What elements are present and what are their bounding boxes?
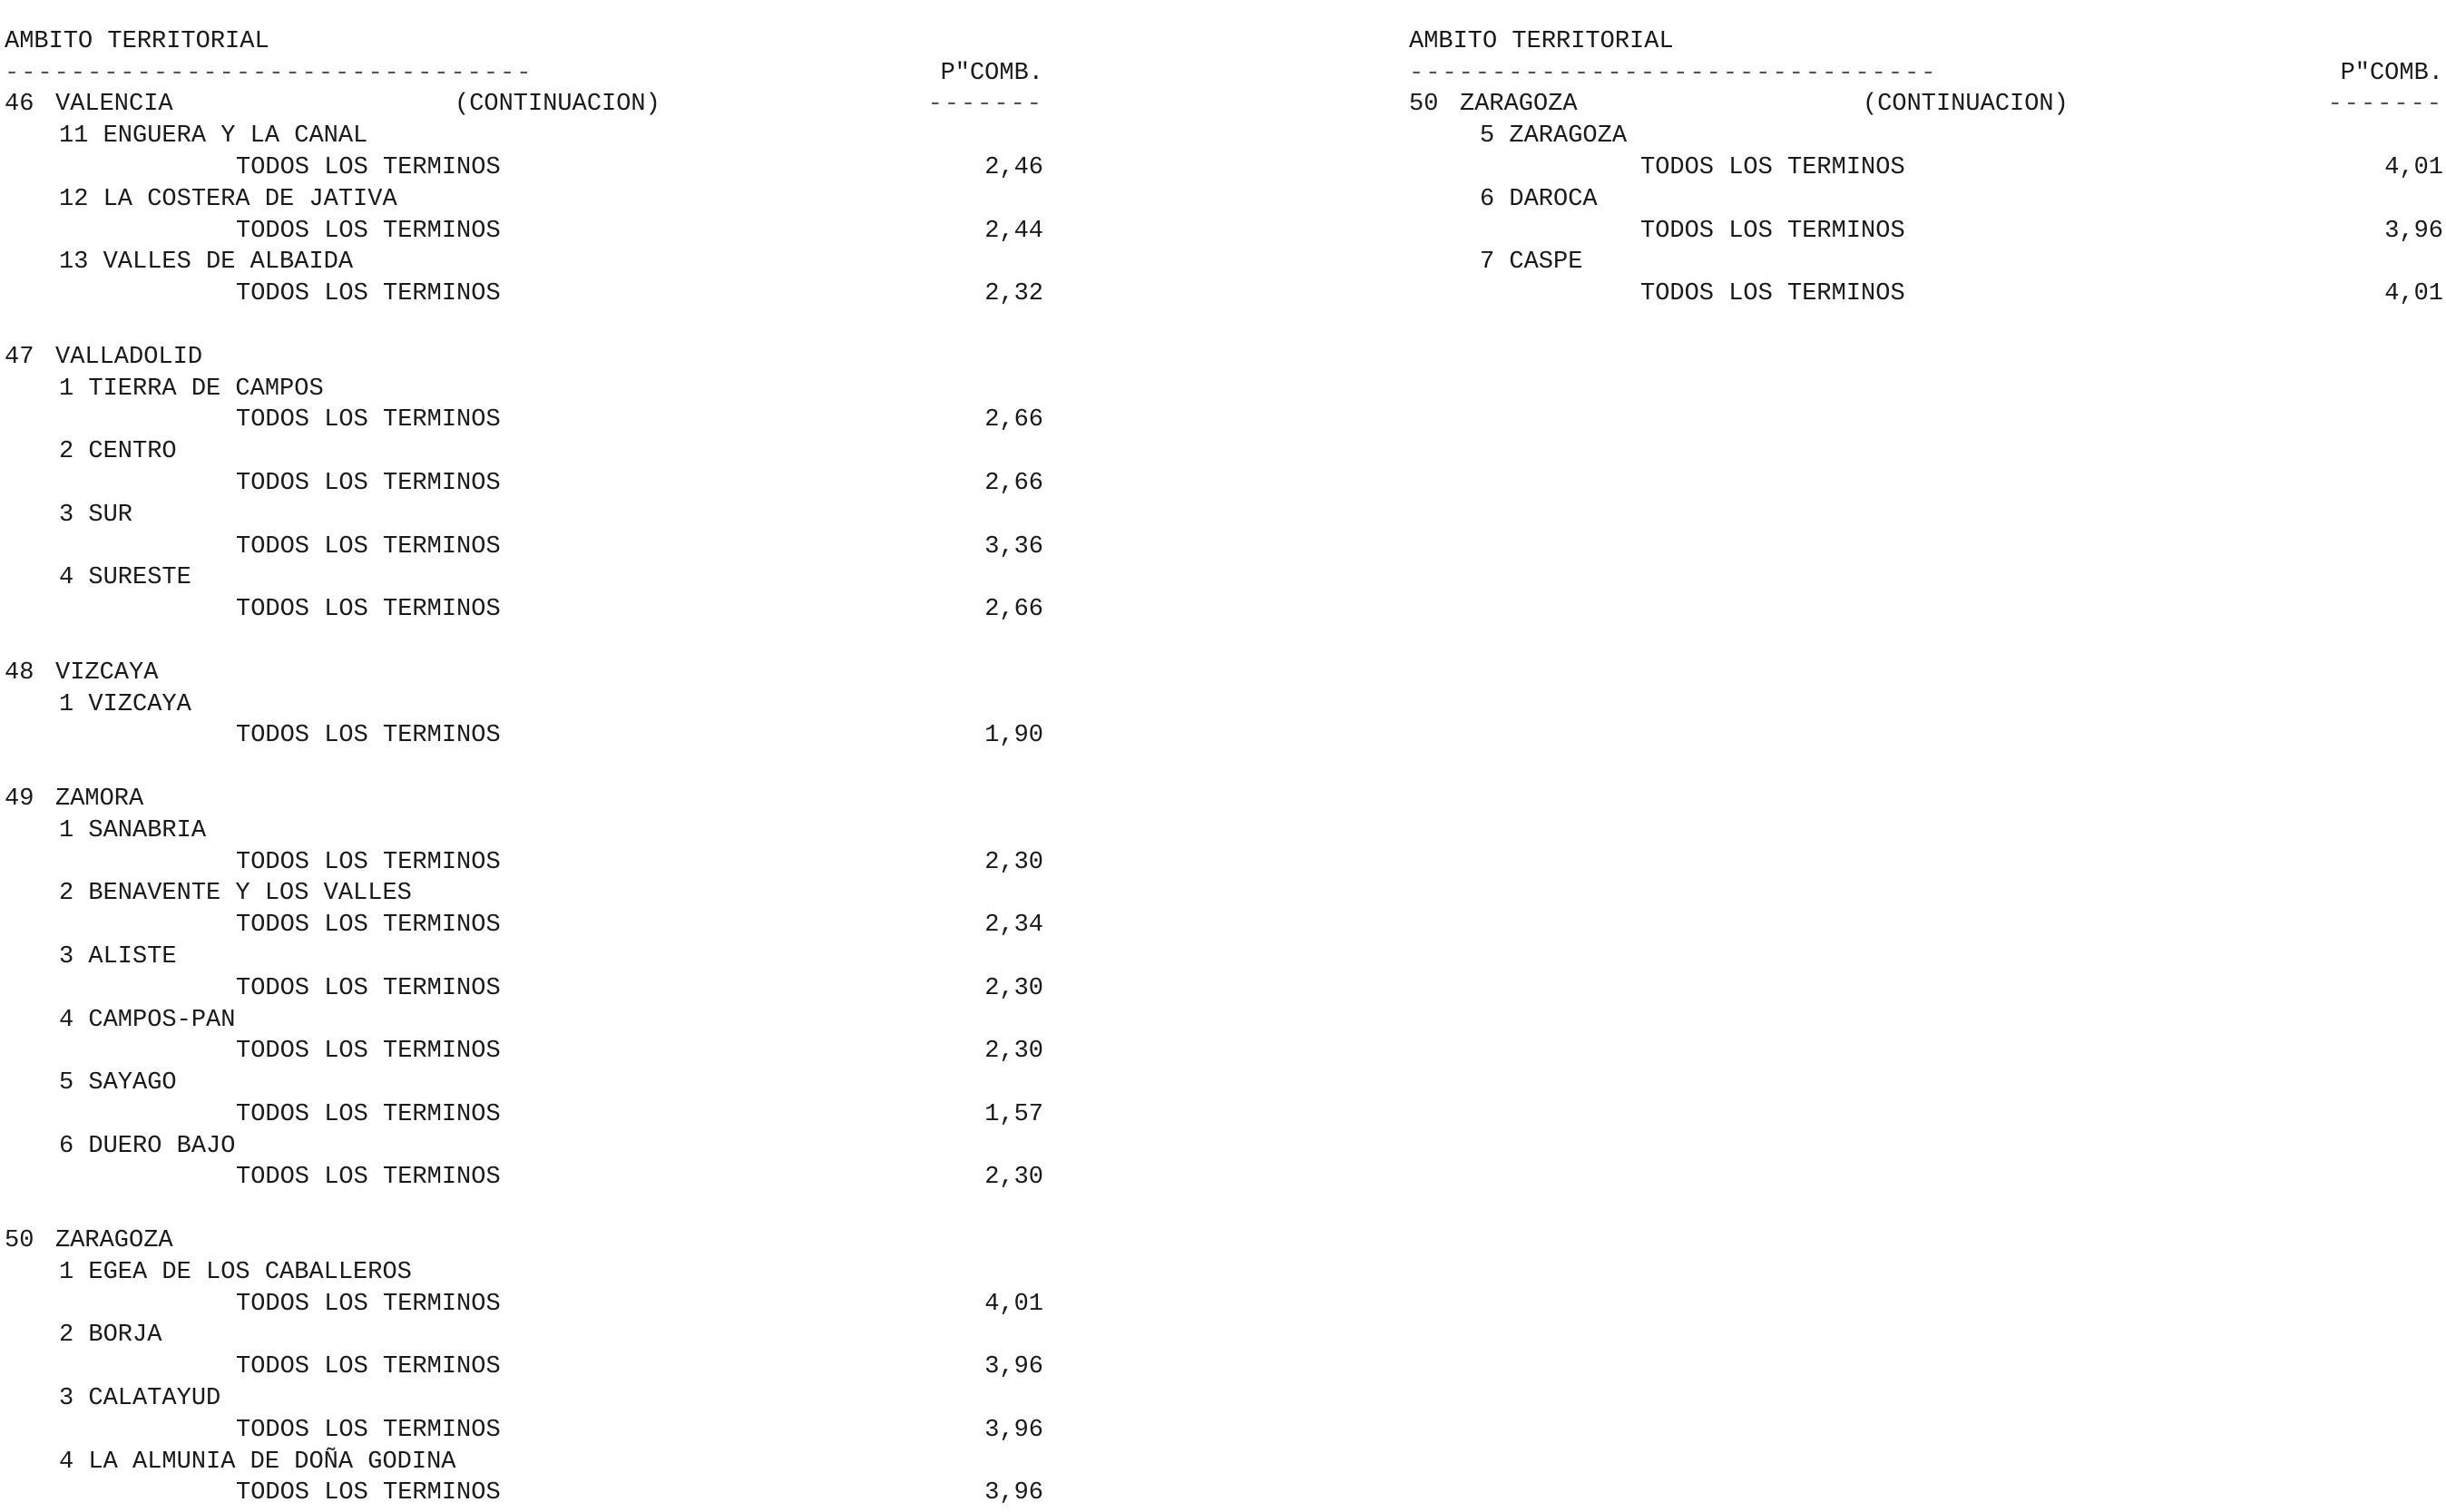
terms-label: TODOS LOS TERMINOS xyxy=(1640,217,1905,245)
pcomb-value: 4,01 xyxy=(2384,153,2443,181)
pcomb-value: 2,30 xyxy=(984,1038,1043,1066)
comarca-name: LA COSTERA DE JATIVA xyxy=(103,185,397,213)
province-name: ZARAGOZA xyxy=(55,1227,173,1255)
comarca-row xyxy=(5,1068,1043,1099)
terms-label: TODOS LOS TERMINOS xyxy=(236,974,501,1002)
pcomb-value: 4,01 xyxy=(2384,280,2443,308)
terms-label: TODOS LOS TERMINOS xyxy=(236,1100,501,1128)
column-header xyxy=(5,0,1043,87)
comarca-code: 1 xyxy=(59,690,74,718)
terms-row xyxy=(5,152,1043,184)
pcomb-header: P"COMB. xyxy=(2340,59,2443,87)
comarca-name: VALLES DE ALBAIDA xyxy=(103,249,354,277)
terms-label: TODOS LOS TERMINOS xyxy=(236,722,501,750)
terms-label: TODOS LOS TERMINOS xyxy=(236,1479,501,1507)
comarca-label xyxy=(59,436,177,468)
comarca-code: 2 xyxy=(59,438,74,466)
province-code: 50 xyxy=(5,1227,34,1255)
comarca-row xyxy=(5,1131,1043,1163)
comarca-label xyxy=(59,878,412,910)
ambito-header: AMBITO TERRITORIAL xyxy=(1409,27,1674,55)
terms-label: TODOS LOS TERMINOS xyxy=(236,1038,501,1066)
terms-row xyxy=(5,405,1043,436)
comarca-label xyxy=(59,1131,235,1163)
comarca-name: VIZCAYA xyxy=(88,690,191,718)
pcomb-header: P"COMB. xyxy=(940,59,1043,87)
terms-row xyxy=(5,910,1043,941)
comarca-row xyxy=(5,374,1043,405)
comarca-row xyxy=(5,247,1043,278)
pcomb-value: 2,66 xyxy=(984,596,1043,624)
comarca-row xyxy=(5,689,1043,721)
terms-label: TODOS LOS TERMINOS xyxy=(236,1353,501,1381)
terms-row xyxy=(5,1036,1043,1068)
pcomb-value: 2,34 xyxy=(984,912,1043,940)
terms-row xyxy=(5,468,1043,500)
comarca-code: 5 xyxy=(1480,122,1495,151)
province-name: ZARAGOZA xyxy=(1460,91,1578,119)
province-code: 47 xyxy=(5,343,34,371)
terms-label: TODOS LOS TERMINOS xyxy=(236,532,501,561)
comarca-code: 6 xyxy=(59,1132,74,1160)
comarca-code: 4 xyxy=(59,1006,74,1034)
comarca-row xyxy=(5,941,1043,973)
comarca-name: SUR xyxy=(88,501,133,529)
terms-label: TODOS LOS TERMINOS xyxy=(236,1416,501,1444)
pcomb-value: 1,57 xyxy=(984,1100,1043,1128)
comarca-label xyxy=(59,1257,412,1289)
pcomb-value: 2,46 xyxy=(984,153,1043,181)
comarca-name: CENTRO xyxy=(88,438,177,466)
left-body xyxy=(5,58,1043,1510)
comarca-code: 3 xyxy=(59,942,74,971)
pcomb-value: 1,90 xyxy=(984,722,1043,750)
comarca-code: 5 xyxy=(59,1069,74,1097)
comarca-row xyxy=(1409,247,2443,278)
province-row xyxy=(1409,89,2443,121)
province-row xyxy=(5,658,1043,689)
comarca-code: 1 xyxy=(59,375,74,403)
terms-label: TODOS LOS TERMINOS xyxy=(236,406,501,434)
terms-row xyxy=(5,1415,1043,1447)
province-name: VALENCIA xyxy=(55,91,173,119)
province-name: VALLADOLID xyxy=(55,343,203,371)
terms-label: TODOS LOS TERMINOS xyxy=(236,217,501,245)
comarca-label xyxy=(59,500,132,532)
pcomb-value: 3,96 xyxy=(984,1479,1043,1507)
terms-row xyxy=(1409,278,2443,310)
comarca-code: 2 xyxy=(59,880,74,908)
terms-row xyxy=(5,973,1043,1005)
comarca-name: BENAVENTE Y LOS VALLES xyxy=(88,880,412,908)
province-code: 46 xyxy=(5,91,34,119)
pcomb-value: 3,96 xyxy=(984,1353,1043,1381)
comarca-name: TIERRA DE CAMPOS xyxy=(88,375,324,403)
pcomb-rule: ------- xyxy=(927,91,1043,119)
comarca-row xyxy=(1409,184,2443,216)
terms-label: TODOS LOS TERMINOS xyxy=(236,596,501,624)
pcomb-value: 3,36 xyxy=(984,532,1043,561)
comarca-row xyxy=(5,436,1043,468)
comarca-code: 13 xyxy=(59,249,89,277)
comarca-label xyxy=(59,184,397,216)
comarca-row xyxy=(5,878,1043,910)
terms-label: TODOS LOS TERMINOS xyxy=(236,848,501,876)
comarca-row xyxy=(5,1257,1043,1289)
province-code: 49 xyxy=(5,785,34,813)
comarca-label xyxy=(59,121,367,152)
comarca-code: 6 xyxy=(1480,185,1495,213)
comarca-label xyxy=(59,374,324,405)
terms-label: TODOS LOS TERMINOS xyxy=(236,912,501,940)
terms-label: TODOS LOS TERMINOS xyxy=(236,469,501,497)
comarca-code: 3 xyxy=(59,501,74,529)
spacer-line xyxy=(5,310,1043,342)
terms-label: TODOS LOS TERMINOS xyxy=(236,1290,501,1318)
terms-row xyxy=(1409,152,2443,184)
comarca-label xyxy=(59,941,177,973)
comarca-name: ZARAGOZA xyxy=(1509,122,1628,151)
right-column xyxy=(1409,0,2443,310)
ambito-header: AMBITO TERRITORIAL xyxy=(5,27,269,55)
comarca-label xyxy=(59,1320,161,1351)
province-row xyxy=(5,1225,1043,1257)
terms-row xyxy=(5,1289,1043,1321)
terms-row xyxy=(5,594,1043,626)
terms-label: TODOS LOS TERMINOS xyxy=(236,153,501,181)
comarca-code: 1 xyxy=(59,1258,74,1286)
column-header xyxy=(1409,0,2443,87)
comarca-code: 4 xyxy=(59,1448,74,1476)
comarca-name: EGEA DE LOS CABALLEROS xyxy=(88,1258,412,1286)
comarca-label xyxy=(59,247,353,278)
comarca-row xyxy=(5,815,1043,847)
comarca-label xyxy=(59,1005,235,1037)
comarca-name: ENGUERA Y LA CANAL xyxy=(103,122,368,151)
pcomb-value: 2,30 xyxy=(984,1164,1043,1192)
comarca-label xyxy=(59,689,191,721)
comarca-label xyxy=(1480,184,1598,216)
comarca-label xyxy=(59,562,191,594)
comarca-row xyxy=(5,121,1043,152)
ambito-rule: -------------------------------- xyxy=(5,59,533,87)
pcomb-value: 2,30 xyxy=(984,974,1043,1002)
comarca-name: CALATAYUD xyxy=(88,1385,221,1413)
comarca-name: SAYAGO xyxy=(88,1069,177,1097)
spacer-line xyxy=(5,626,1043,658)
terms-label: TODOS LOS TERMINOS xyxy=(236,1164,501,1192)
comarca-name: DAROCA xyxy=(1509,185,1598,213)
continuation-label: (CONTINUACION) xyxy=(455,91,660,119)
comarca-label xyxy=(59,1068,177,1099)
comarca-row xyxy=(5,1383,1043,1415)
spacer-line xyxy=(5,752,1043,784)
pcomb-value: 4,01 xyxy=(984,1290,1043,1318)
pcomb-value: 3,96 xyxy=(2384,217,2443,245)
comarca-name: DUERO BAJO xyxy=(88,1132,236,1160)
comarca-row xyxy=(5,500,1043,532)
pcomb-value: 2,66 xyxy=(984,469,1043,497)
comarca-label xyxy=(1480,121,1627,152)
terms-row xyxy=(1409,216,2443,248)
province-row xyxy=(5,784,1043,815)
comarca-name: ALISTE xyxy=(88,942,177,971)
comarca-label xyxy=(1480,247,1582,278)
comarca-code: 4 xyxy=(59,564,74,592)
pcomb-value: 2,32 xyxy=(984,280,1043,308)
province-row xyxy=(5,342,1043,374)
terms-row xyxy=(5,1478,1043,1509)
terms-row xyxy=(5,720,1043,752)
terms-row xyxy=(5,278,1043,310)
left-column xyxy=(5,0,1043,1509)
comarca-name: SANABRIA xyxy=(88,816,207,844)
comarca-label xyxy=(59,1383,220,1415)
province-name: ZAMORA xyxy=(55,785,144,813)
terms-label: TODOS LOS TERMINOS xyxy=(1640,153,1905,181)
pcomb-value: 2,66 xyxy=(984,406,1043,434)
comarca-row xyxy=(5,1005,1043,1037)
comarca-name: SURESTE xyxy=(88,564,191,592)
pcomb-rule: ------- xyxy=(2327,91,2443,119)
comarca-name: LA ALMUNIA DE DOÑA GODINA xyxy=(88,1448,456,1476)
terms-row xyxy=(5,532,1043,563)
comarca-name: BORJA xyxy=(88,1322,162,1350)
comarca-code: 1 xyxy=(59,816,74,844)
terms-row xyxy=(5,1162,1043,1194)
comarca-name: CAMPOS-PAN xyxy=(88,1006,236,1034)
comarca-code: 12 xyxy=(59,185,89,213)
comarca-label xyxy=(59,815,206,847)
comarca-name: CASPE xyxy=(1509,249,1583,277)
province-name: VIZCAYA xyxy=(55,658,159,687)
pcomb-value: 2,30 xyxy=(984,848,1043,876)
right-body xyxy=(1409,58,2443,310)
comarca-code: 11 xyxy=(59,122,89,151)
comarca-row xyxy=(5,1447,1043,1478)
terms-row xyxy=(5,847,1043,879)
spacer-line xyxy=(5,1194,1043,1225)
terms-row xyxy=(5,1099,1043,1131)
province-code: 50 xyxy=(1409,91,1439,119)
terms-label: TODOS LOS TERMINOS xyxy=(236,280,501,308)
comarca-row xyxy=(1409,121,2443,152)
comarca-row xyxy=(5,1320,1043,1351)
terms-row xyxy=(5,216,1043,248)
province-code: 48 xyxy=(5,658,34,687)
comarca-row xyxy=(5,562,1043,594)
pcomb-value: 2,44 xyxy=(984,217,1043,245)
terms-label: TODOS LOS TERMINOS xyxy=(1640,280,1905,308)
pcomb-value: 3,96 xyxy=(984,1416,1043,1444)
comarca-code: 3 xyxy=(59,1385,74,1413)
comarca-row xyxy=(5,184,1043,216)
ambito-rule: -------------------------------- xyxy=(1409,59,1938,87)
province-row xyxy=(5,89,1043,121)
comarca-code: 7 xyxy=(1480,249,1495,277)
terms-row xyxy=(5,1351,1043,1383)
comarca-code: 2 xyxy=(59,1322,74,1350)
comarca-label xyxy=(59,1447,455,1478)
continuation-label: (CONTINUACION) xyxy=(1863,91,2069,119)
